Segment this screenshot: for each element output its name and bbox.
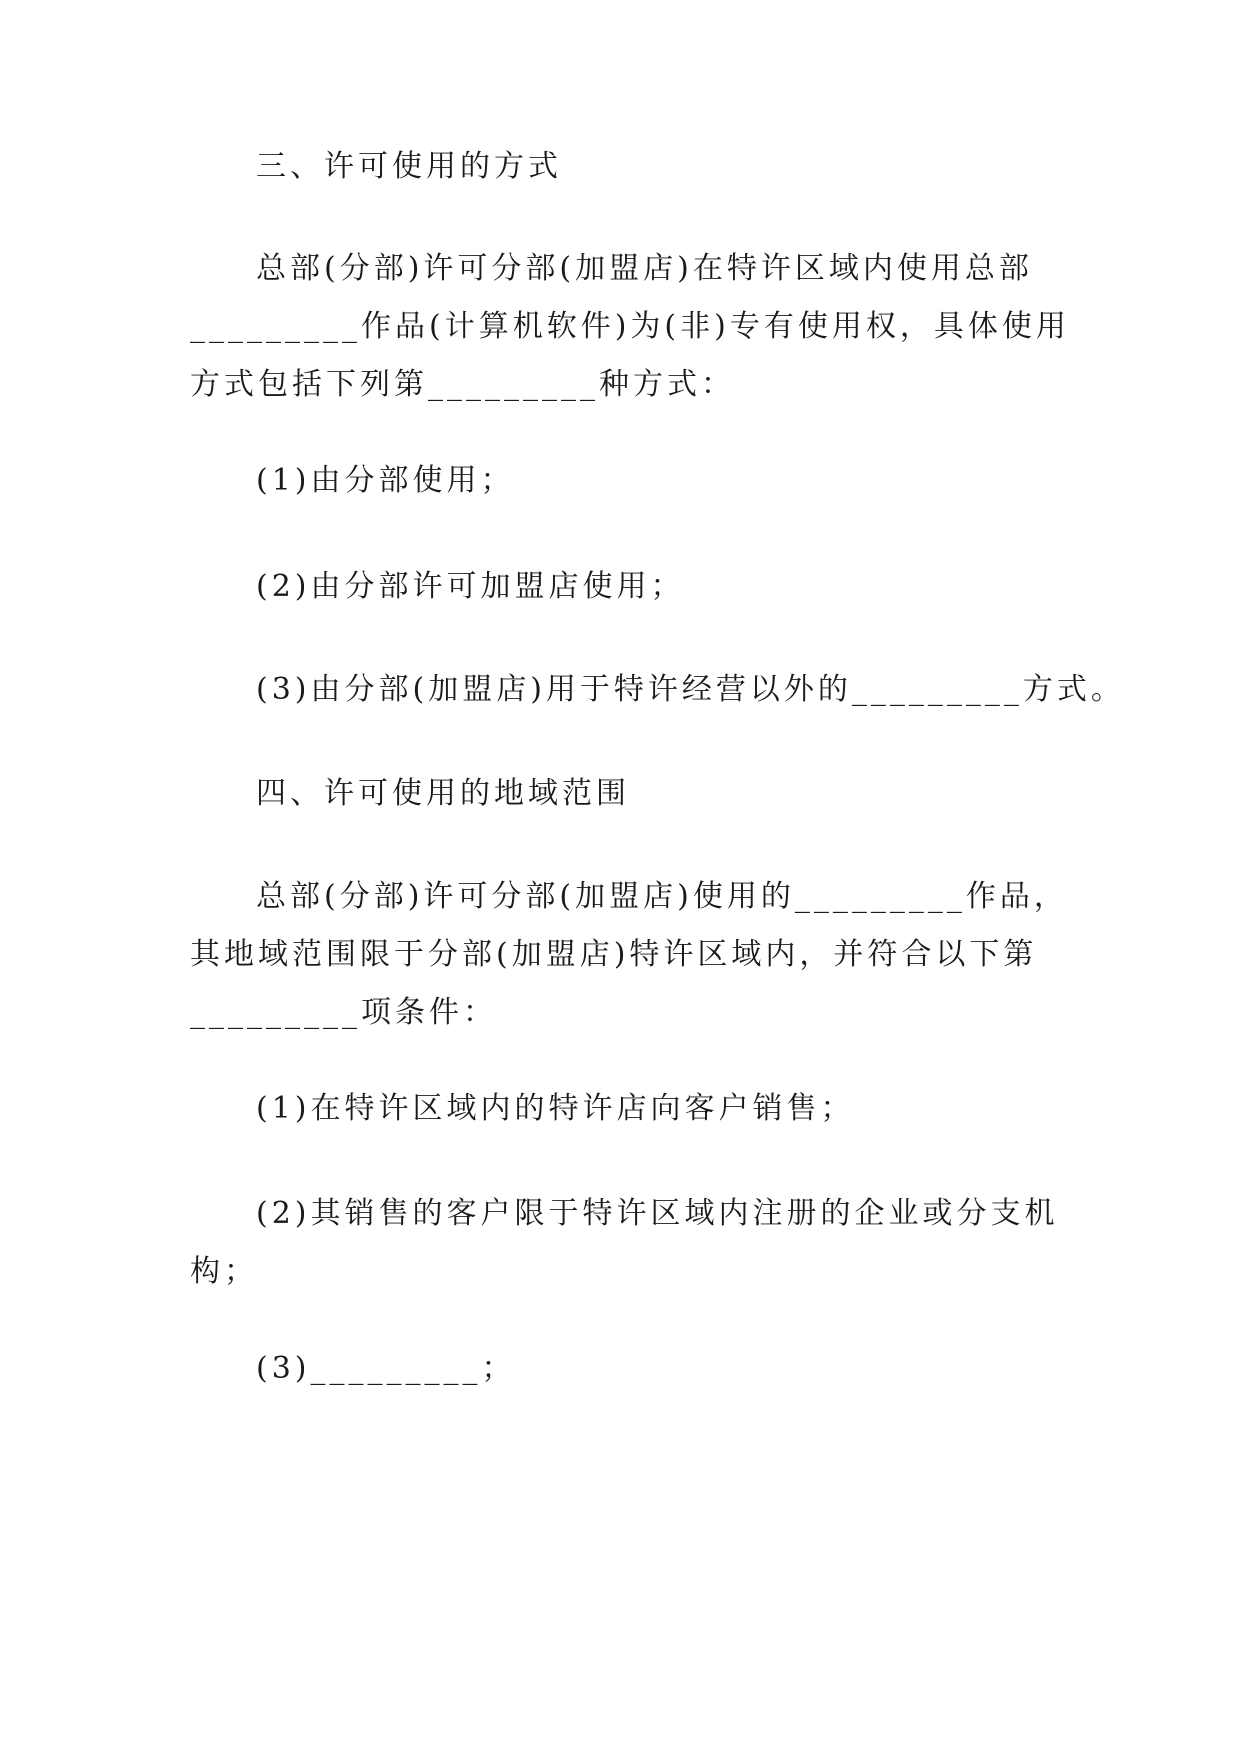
- text-line: 构；: [190, 1254, 258, 1289]
- text-line: (1)由分部使用；: [256, 463, 515, 498]
- text-line: (3)由分部(加盟店)用于特许经营以外的_________方式。: [256, 672, 1125, 707]
- list-item-usage-1: [190, 452, 1060, 510]
- list-item-region-2: [190, 1185, 1060, 1301]
- list-item-usage-3: [190, 661, 1125, 719]
- text-line: 总部(分部)许可分部(加盟店)在特许区域内使用总部: [256, 251, 1033, 286]
- paragraph-usage-scope: [190, 240, 1070, 414]
- text-line: _________项条件：: [190, 995, 497, 1030]
- list-item-region-3: [190, 1340, 1060, 1398]
- text-line: 四、许可使用的地域范围: [256, 776, 630, 811]
- paragraph-region-scope: [190, 868, 1068, 1042]
- list-item-usage-2: [190, 558, 1060, 616]
- text-line: 其地域范围限于分部(加盟店)特许区域内，并符合以下第: [190, 937, 1038, 972]
- text-line: (1)在特许区域内的特许店向客户销售；: [256, 1091, 855, 1126]
- text-line: (2)其销售的客户限于特许区域内注册的企业或分支机: [256, 1196, 1059, 1231]
- text-line: (2)由分部许可加盟店使用；: [256, 569, 685, 604]
- section-heading-region: [190, 765, 1060, 823]
- text-line: 方式包括下列第_________种方式：: [190, 367, 735, 402]
- section-heading-usage-method: [190, 138, 1060, 196]
- text-line: 总部(分部)许可分部(加盟店)使用的_________作品，: [256, 879, 1068, 914]
- text-line: (3)_________；: [256, 1351, 516, 1386]
- list-item-region-1: [190, 1080, 1060, 1138]
- text-line: _________作品(计算机软件)为(非)专有使用权，具体使用: [190, 309, 1070, 344]
- text-line: 三、许可使用的方式: [256, 149, 562, 184]
